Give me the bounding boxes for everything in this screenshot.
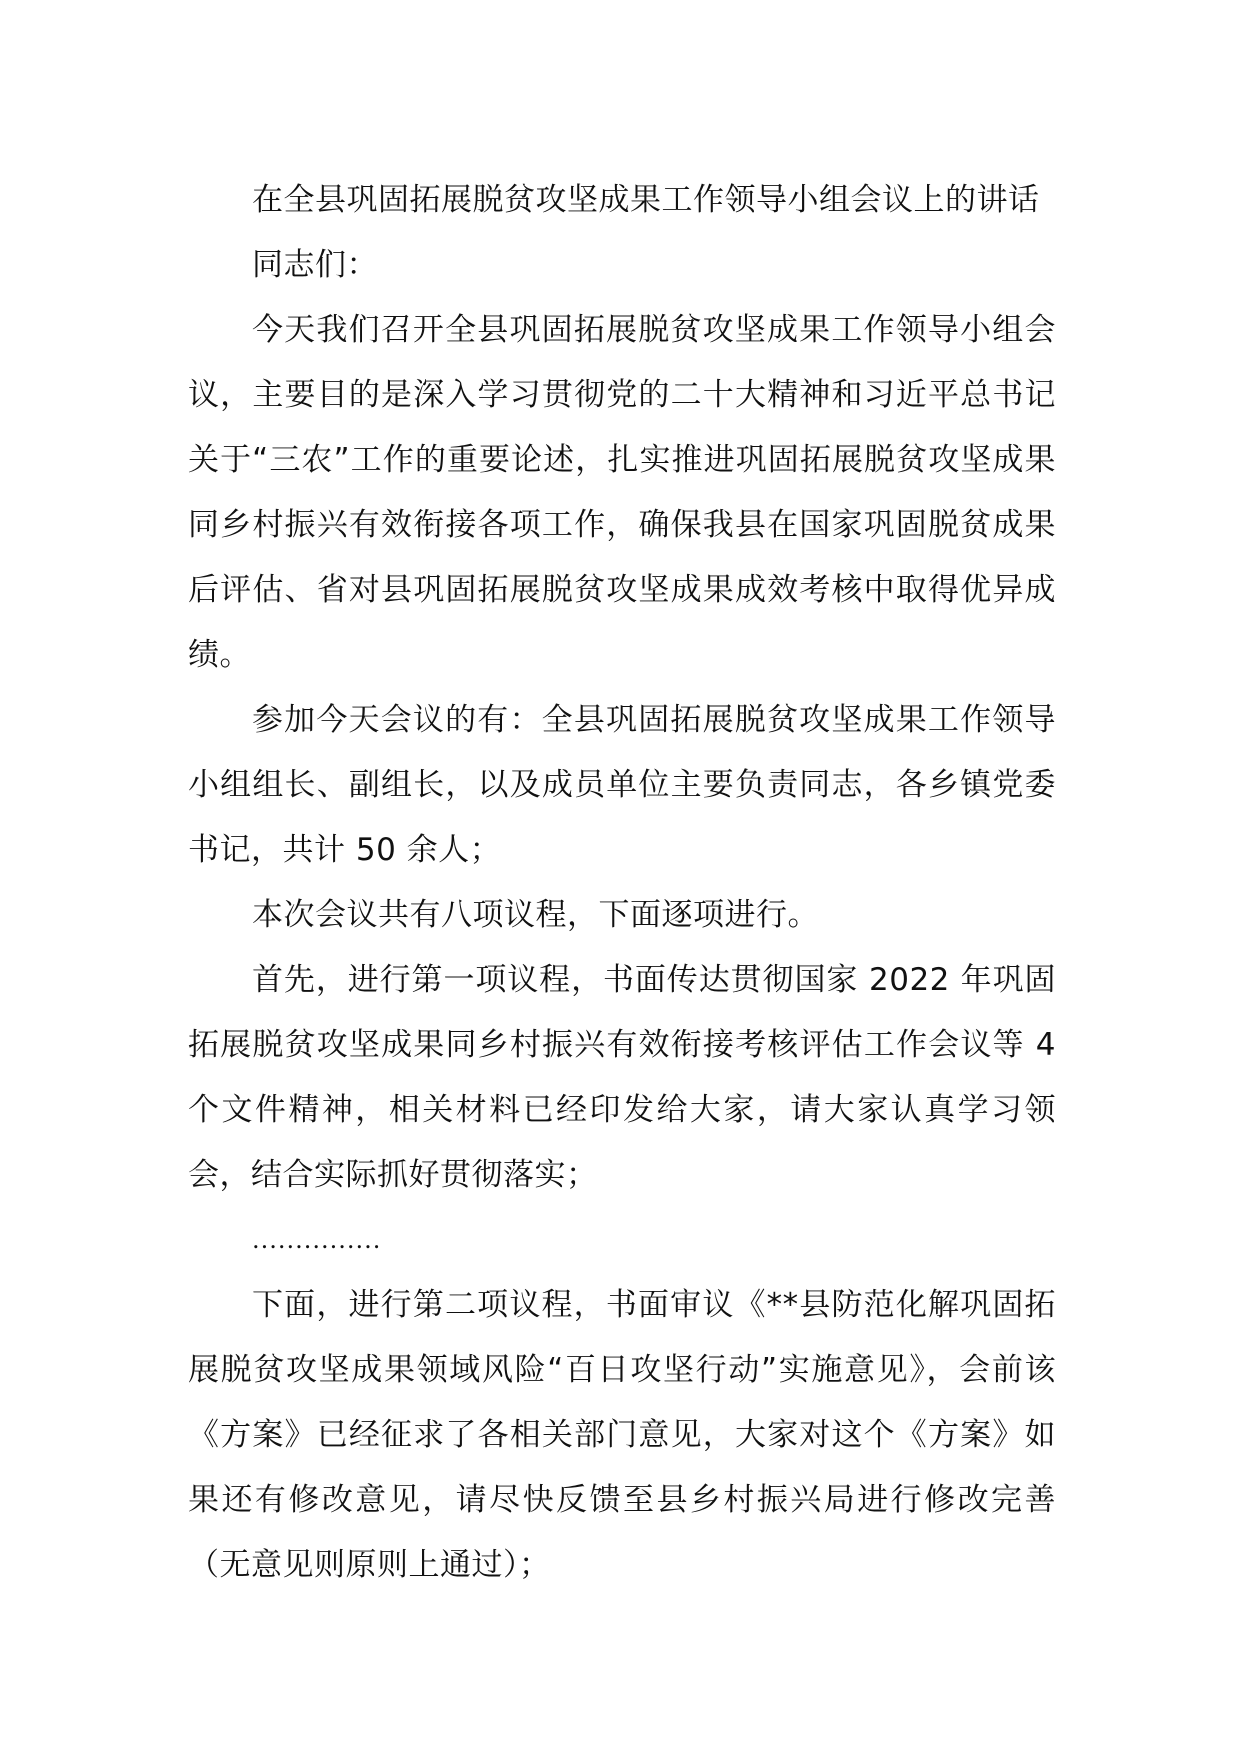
document-title: 在全县巩固拓展脱贫攻坚成果工作领导小组会议上的讲话 — [252, 182, 1040, 218]
paragraph-attendees: 参加今天会议的有：全县巩固拓展脱贫攻坚成果工作领导小组组长、副组长，以及成员单位主要负责同志，各乡镇党委书记，共计 50 余人； — [188, 702, 1056, 868]
paragraph-first-item: 首先，进行第一项议程，书面传达贯彻国家 2022 年巩固拓展脱贫攻坚成果同乡村振兴有效衔接考核评估工作会议等 4 个文件精神，相关材料已经印发给大家，请大家认真学习领会，结合实际抓好贯彻落实； — [188, 962, 1056, 1193]
paragraph-second-item: 下面，进行第二项议程，书面审议《**县防范化解巩固拓展脱贫攻坚成果领域风险“百日攻坚行动”实施意见》，会前该《方案》已经征求了各相关部门意见，大家对这个《方案》如果还有修改意见，请尽快反馈至县乡村振兴局进行修改完善（无意见则原则上通过）； — [188, 1287, 1056, 1583]
paragraph-agenda: 本次会议共有八项议程，下面逐项进行。 — [252, 897, 819, 933]
paragraph-opening: 今天我们召开全县巩固拓展脱贫攻坚成果工作领导小组会议，主要目的是深入学习贯彻党的二十大精神和习近平总书记关于“三农”工作的重要论述，扎实推进巩固拓展脱贫攻坚成果同乡村振兴有效衔接各项工作，确保我县在国家巩固脱贫成果后评估、省对县巩固拓展脱贫攻坚成果成效考核中取得优异成绩。 — [188, 312, 1056, 673]
greeting: 同志们： — [252, 247, 378, 283]
ellipsis-separator: ............... — [252, 1226, 382, 1254]
document-page — [188, 168, 1056, 1598]
